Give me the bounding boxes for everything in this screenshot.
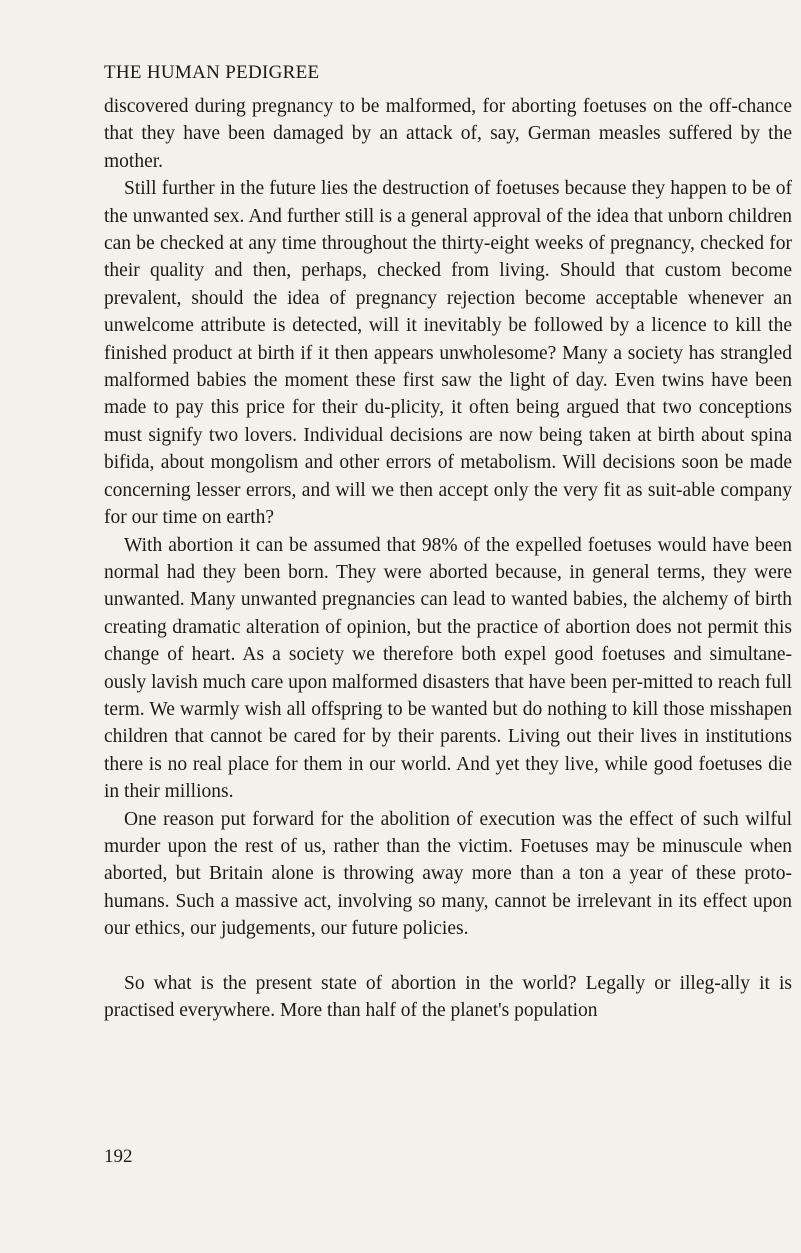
paragraph-execution: One reason put forward for the abolition of execution was the effect of such wilful murder upon the rest of us, rather than the victim. Foetuses may be minuscule when aborted, but Britain alone is throwing away more than a ton a year of these proto-humans. Such a massive act, involving so many, cannot be irrelevant in its effect upon our ethics, our judgements, our future policies. (104, 808, 792, 940)
body-text (104, 93, 792, 1024)
page-number: 192 (104, 1146, 133, 1167)
paragraph-continuation: discovered during pregnancy to be malformed, for aborting foetuses on the off-chance that they have been damaged by an attack of, say, German measles suffered by the mother. (104, 96, 792, 172)
paragraph-sex-selection: Still further in the future lies the destruction of foetuses because they happen to be of the unwanted sex. And further still is a general approval of the idea that unborn children can be checked at any time throughout the thirty-eight weeks of pregnancy, checked for their quality and then, perhaps, checked from living. Should that custom become prevalent, should the idea of pregnancy rejection become acceptable whenever an unwelcome attribute is detected, will it inevitably be followed by a licence to kill the finished product at birth if it then appears unwholesome? Many a society has strangled malformed babies the moment these first saw the light of day. Even twins have been made to pay this price for their du-plicity, it often being argued that two conceptions must signify two lovers. Individual decisions are now being taken at birth about spina bifida, about mongolism and other errors of metabolism. Will decisions soon be made concerning lesser errors, and will we then accept only the very fit as suit-able company for our time on earth? (104, 178, 792, 529)
paragraph-world-state: So what is the present state of abortion in the world? Legally or illeg-ally it is practised everywhere. More than half of the planet's population (104, 972, 792, 1021)
paragraph-normal-foetuses: With abortion it can be assumed that 98% of the expelled foetuses would have been normal had they been born. They were aborted because, in general terms, they were unwanted. Many unwanted pregnancies can lead to wanted babies, the alchemy of birth creating dramatic alteration of opinion, but the practice of abortion does not permit this change of heart. As a society we therefore both expel good foetuses and simultane-ously lavish much care upon malformed disasters that have been per-mitted to reach full term. We warmly wish all offspring to be wanted but do nothing to kill those misshapen children that cannot be cared for by their parents. Living out their lives in institutions there is no real place for them in our world. And yet they live, while good foetuses die in their millions. (104, 534, 792, 803)
running-head: THE HUMAN PEDIGREE (104, 62, 320, 83)
